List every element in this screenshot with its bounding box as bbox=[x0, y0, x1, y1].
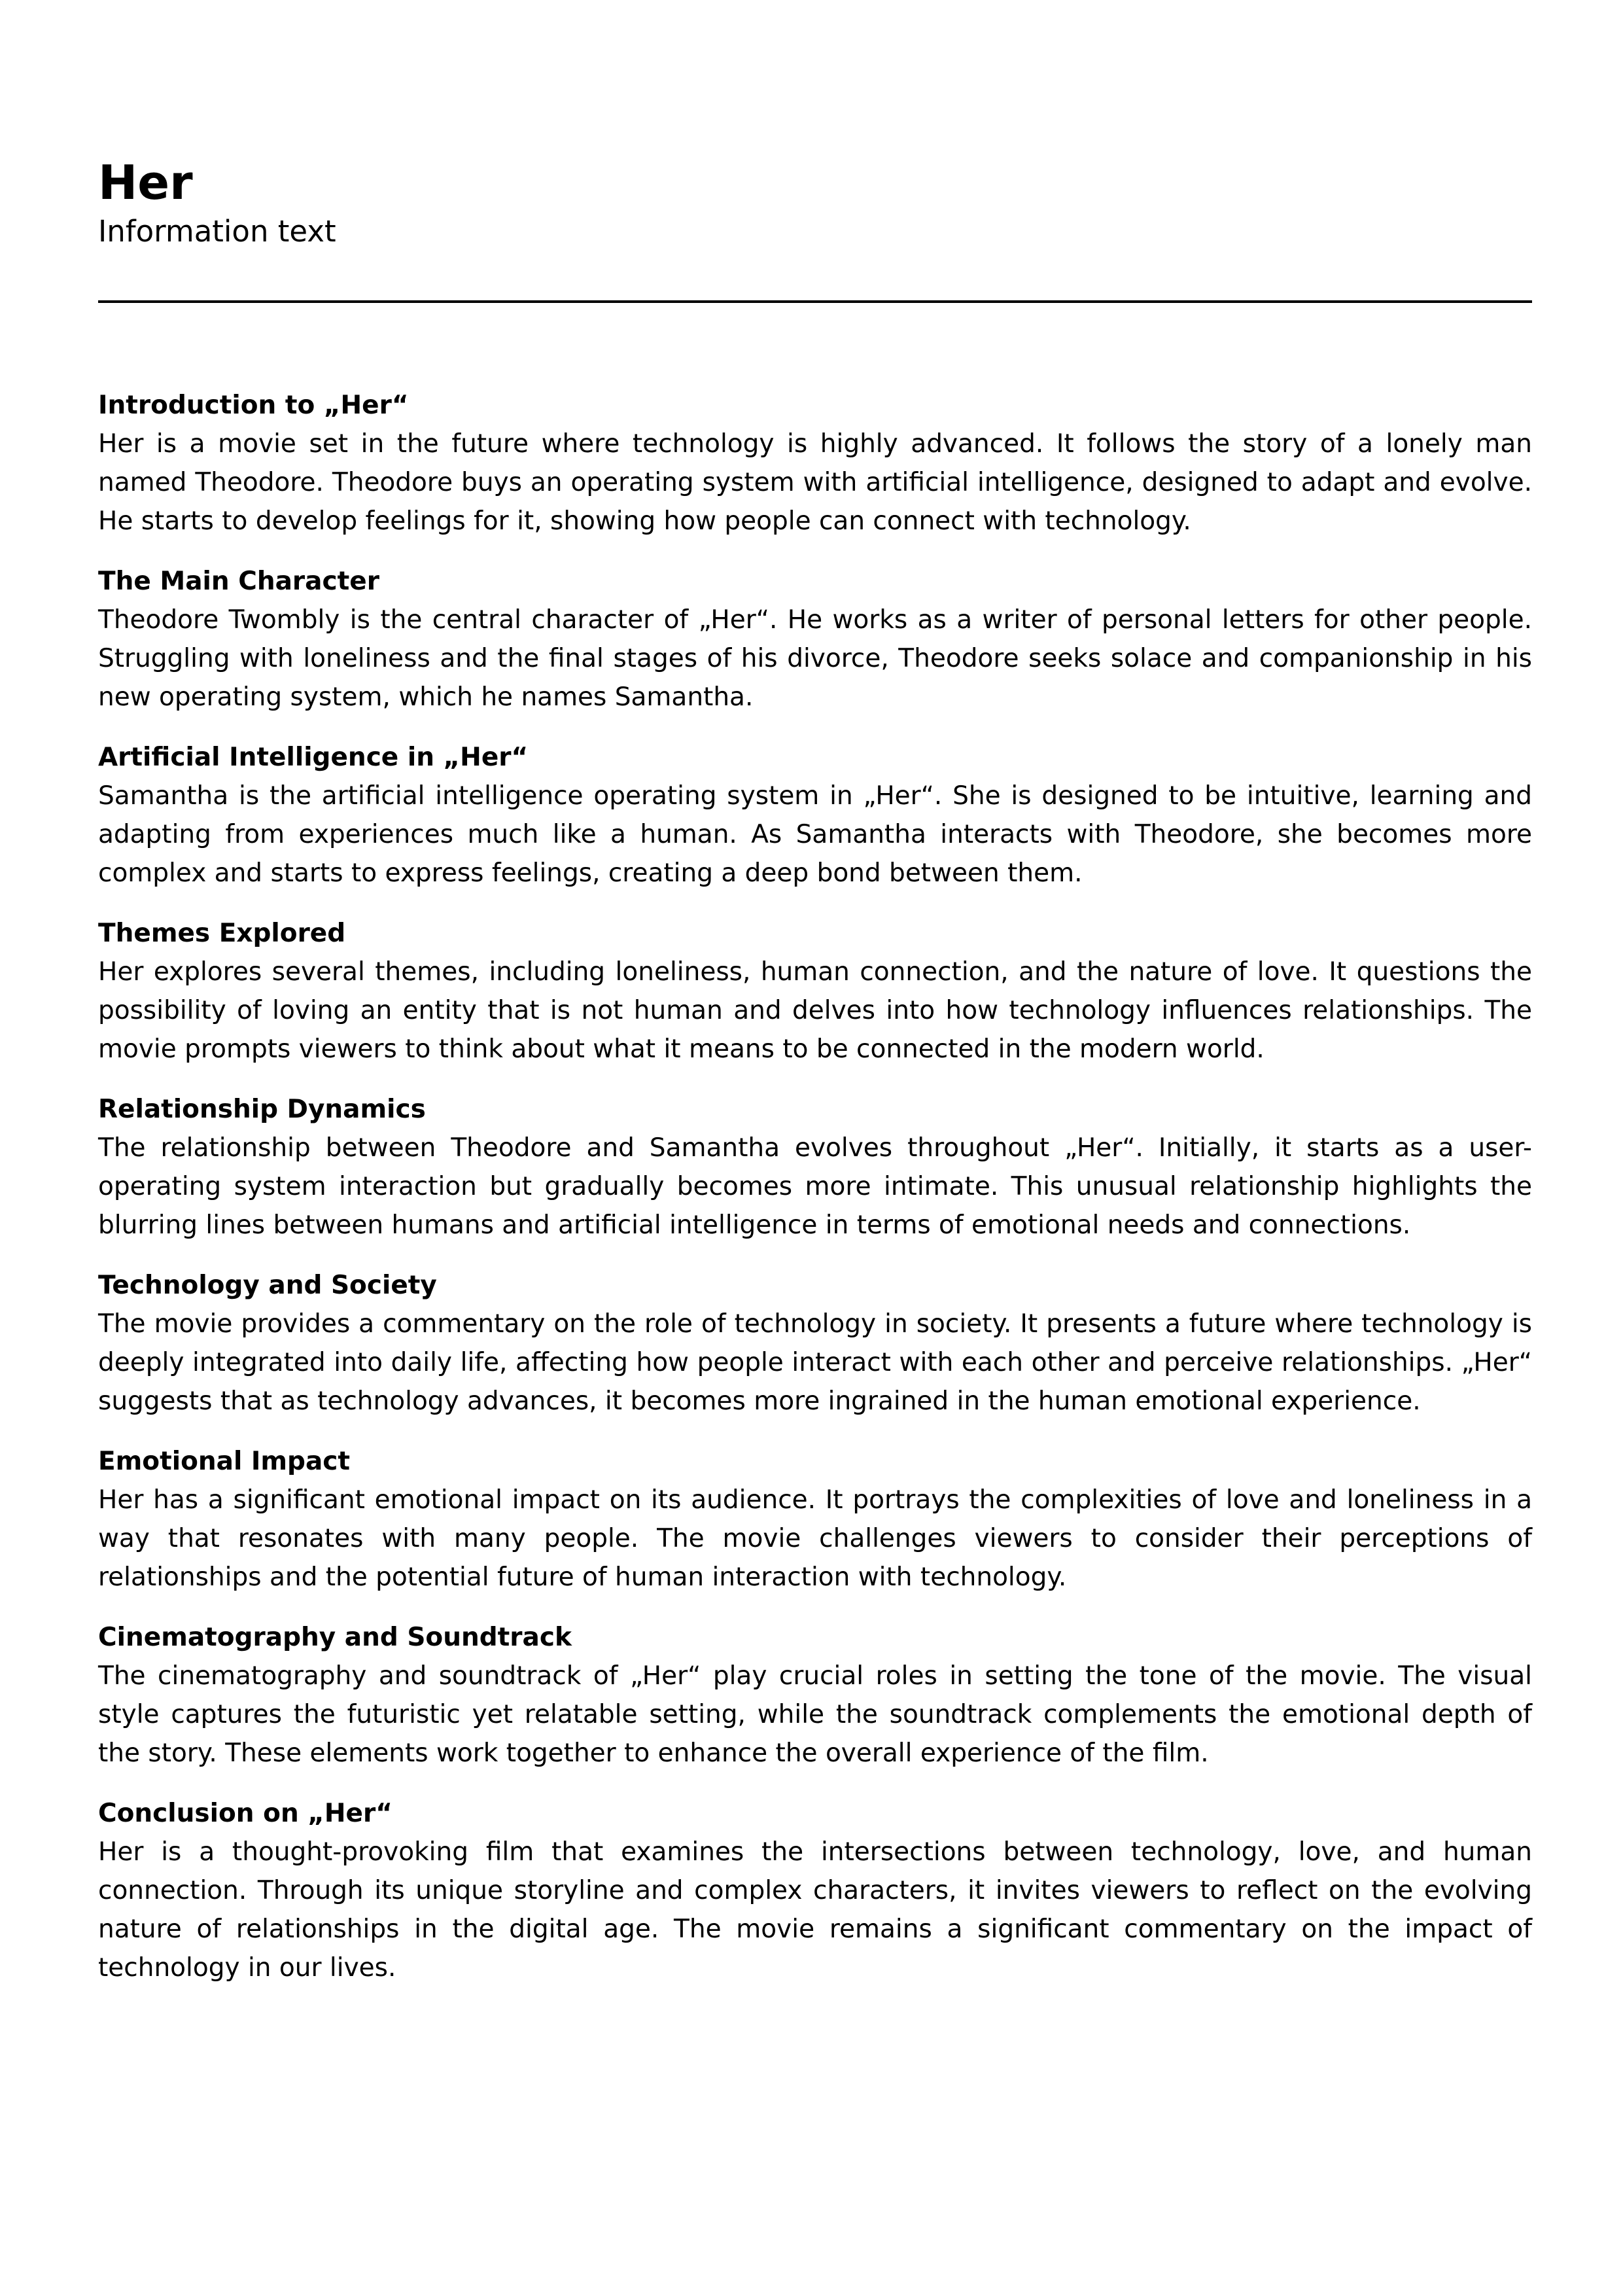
section-body: The movie provides a commentary on the role of technology in society. It presents a future where technology is deeply integrated into daily life, affecting how people interact with each other and perceive relationships. „Her“ suggests that as technology advances, it becomes more ingrained in the human emotional experience. bbox=[98, 1309, 1532, 1417]
section-body: Her has a significant emotional impact on its audience. It portrays the complexities of love and loneliness in a way that resonates with many people. The movie challenges viewers to consider their perceptions of relationships and the potential future of human interaction with technology. bbox=[98, 1485, 1532, 1593]
section-body: Her is a thought-provoking film that examines the intersections between technology, love, and human connection. Through its unique storyline and complex characters, it invites viewers to reflect on the evolving nature of relationships in the digital age. The movie remains a significant commentary on the impact of technology in our lives. bbox=[98, 1837, 1532, 1983]
document-subtitle: Information text bbox=[98, 214, 336, 249]
section-conclusion bbox=[98, 1795, 1532, 1987]
section-body: The cinematography and soundtrack of „Her“ play crucial roles in setting the tone of the movie. The visual style captures the futuristic yet relatable setting, while the soundtrack complements the emotional depth of the story. These elements work together to enhance the overall experience of the film. bbox=[98, 1661, 1532, 1769]
section-heading: Technology and Society bbox=[98, 1271, 437, 1301]
section-heading: Themes Explored bbox=[98, 919, 346, 949]
section-heading: The Main Character bbox=[98, 567, 379, 597]
section-heading: Emotional Impact bbox=[98, 1447, 351, 1477]
sections-container bbox=[98, 387, 1532, 1987]
section-relationship-dynamics bbox=[98, 1091, 1532, 1245]
document-title: Her bbox=[98, 155, 193, 210]
section-introduction bbox=[98, 387, 1532, 540]
title-divider bbox=[98, 300, 1532, 303]
section-heading: Relationship Dynamics bbox=[98, 1095, 426, 1125]
section-cinematography-soundtrack bbox=[98, 1619, 1532, 1773]
section-body: Theodore Twombly is the central character of „Her“. He works as a writer of personal letters for other people. Struggling with loneliness and the final stages of his divorce, Theodore seeks solace and companionship in his new operating system, which he names Samantha. bbox=[98, 605, 1532, 713]
section-technology-society bbox=[98, 1267, 1532, 1421]
section-heading: Artificial Intelligence in „Her“ bbox=[98, 743, 529, 773]
section-body: The relationship between Theodore and Samantha evolves throughout „Her“. Initially, it starts as a user-operating system interaction but gradually becomes more intimate. This unusual relationship highlights the blurring lines between humans and artificial intelligence in terms of emotional needs and connections. bbox=[98, 1133, 1532, 1241]
section-themes-explored bbox=[98, 915, 1532, 1069]
section-heading: Conclusion on „Her“ bbox=[98, 1799, 393, 1829]
section-body: Her is a movie set in the future where technology is highly advanced. It follows the story of a lonely man named Theodore. Theodore buys an operating system with artificial intelligence, designed to adapt and evolve. He starts to develop feelings for it, showing how people can connect with technology. bbox=[98, 429, 1532, 537]
section-body: Samantha is the artificial intelligence operating system in „Her“. She is designed to be intuitive, learning and adapting from experiences much like a human. As Samantha interacts with Theodore, she becomes more complex and starts to express feelings, creating a deep bond between them. bbox=[98, 781, 1532, 889]
section-body: Her explores several themes, including loneliness, human connection, and the nature of love. It questions the possibility of loving an entity that is not human and delves into how technology influences relationships. The movie prompts viewers to think about what it means to be connected in the modern world. bbox=[98, 957, 1532, 1065]
section-main-character bbox=[98, 563, 1532, 716]
section-emotional-impact bbox=[98, 1443, 1532, 1597]
section-heading: Introduction to „Her“ bbox=[98, 391, 409, 421]
section-artificial-intelligence bbox=[98, 739, 1532, 892]
section-heading: Cinematography and Soundtrack bbox=[98, 1623, 572, 1653]
document-page bbox=[98, 157, 1532, 2009]
